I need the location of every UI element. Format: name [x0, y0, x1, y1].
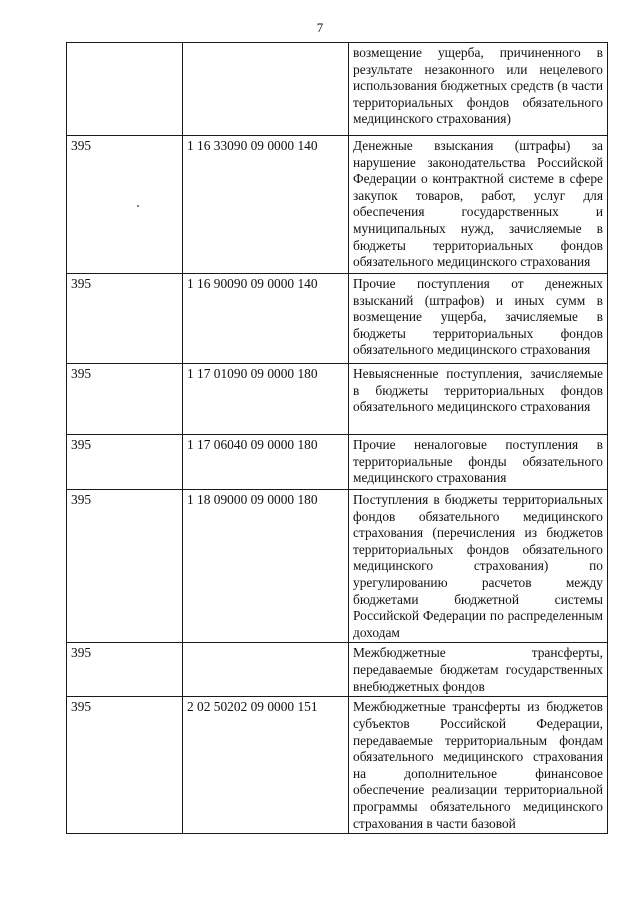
- classification-code-cell: 1 16 33090 09 0000 140: [183, 136, 349, 274]
- admin-code-cell: 395: [67, 490, 183, 643]
- classification-code-cell: 1 18 09000 09 0000 180: [183, 490, 349, 643]
- revenue-name-cell: возмещение ущерба, причиненного в результате незаконного или нецелевого использования бюджетных средств (в части территориальных фондов обязательного медицинского страхования): [349, 43, 608, 136]
- classification-code-cell: [183, 43, 349, 136]
- table-row: [67, 364, 608, 435]
- table-row: [67, 643, 608, 697]
- admin-code-cell: 395: [67, 136, 183, 274]
- table-row: [67, 435, 608, 490]
- classification-code-cell: [183, 643, 349, 697]
- admin-code-cell: 395: [67, 274, 183, 364]
- classification-code-cell: 1 16 90090 09 0000 140: [183, 274, 349, 364]
- table-row: [67, 490, 608, 643]
- table-row: [67, 697, 608, 834]
- revenue-name-cell: Поступления в бюджеты территориальных фондов обязательного медицинского страхования (перечисления из бюджетов территориальных фондов обязательного медицинского страхования) по урегулированию расчетов между бюджетами бюджетной системы Российской Федерации по распределенным доходам: [349, 490, 608, 643]
- revenue-name-cell: Невыясненные поступления, зачисляемые в бюджеты территориальных фондов обязательного медицинского страхования: [349, 364, 608, 435]
- revenue-name-cell: Межбюджетные трансферты из бюджетов субъектов Российской Федерации, передаваемые территориальным фондам обязательного медицинского страхования на дополнительное финансовое обеспечение реализации территориальной программы обязательного медицинского страхования в части базовой: [349, 697, 608, 834]
- revenue-name-cell: Прочие неналоговые поступления в территориальные фонды обязательного медицинского страхования: [349, 435, 608, 490]
- classification-code-cell: 1 17 01090 09 0000 180: [183, 364, 349, 435]
- admin-code-cell: 395: [67, 697, 183, 834]
- page-number: 7: [316, 20, 324, 35]
- table-row: [67, 43, 608, 136]
- revenue-name-cell: Денежные взыскания (штрафы) за нарушение законодательства Российской Федерации о контрактной системе в сфере закупок товаров, работ, услуг для обеспечения государственных и муниципальных нужд, зачисляемые в бюджеты территориальных фондов обязательного медицинского страхования: [349, 136, 608, 274]
- budget-codes-table: [66, 42, 608, 834]
- revenue-name-cell: Прочие поступления от денежных взысканий (штрафов) и иных сумм в возмещение ущерба, зачисляемые в бюджеты территориальных фондов обязательного медицинского страхования: [349, 274, 608, 364]
- revenue-name-cell: Межбюджетные трансферты, передаваемые бюджетам государственных внебюджетных фондов: [349, 643, 608, 697]
- table-row: [67, 136, 608, 274]
- admin-code-cell: 395: [67, 364, 183, 435]
- admin-code-cell: 395: [67, 435, 183, 490]
- admin-code-cell: 395: [67, 643, 183, 697]
- admin-code-cell: [67, 43, 183, 136]
- classification-code-cell: 1 17 06040 09 0000 180: [183, 435, 349, 490]
- scan-speck: [137, 205, 139, 207]
- classification-code-cell: 2 02 50202 09 0000 151: [183, 697, 349, 834]
- table-row: [67, 274, 608, 364]
